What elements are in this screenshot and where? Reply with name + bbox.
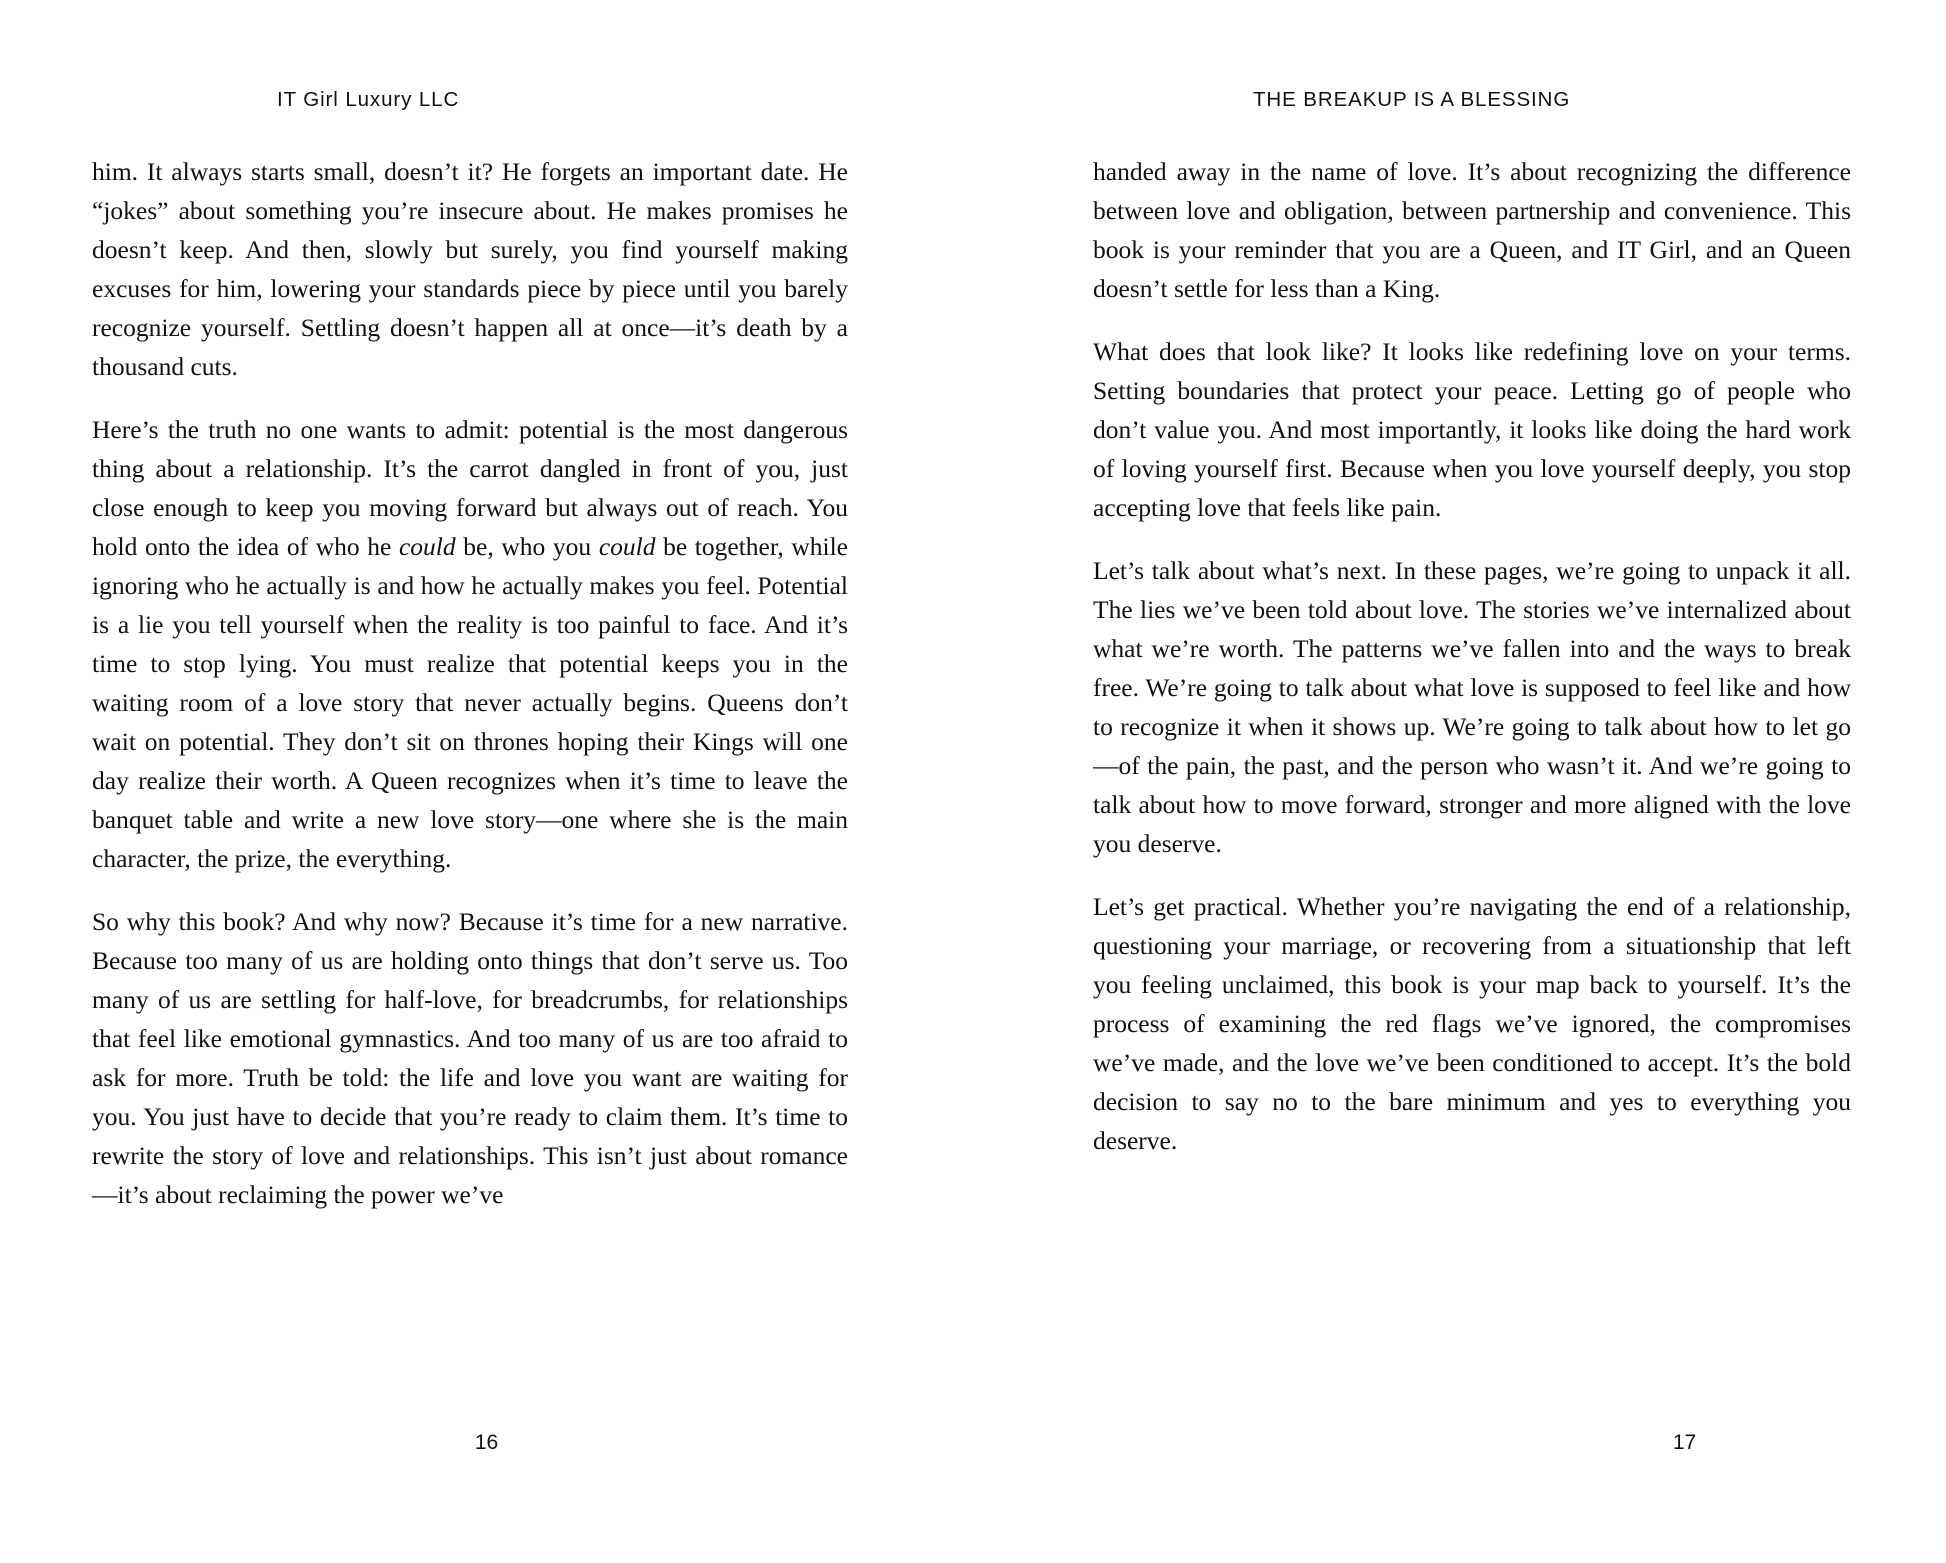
paragraph: Let’s talk about what’s next. In these pages, we’re going to unpack it all. The lies we’ve been told about love. The stories we’ve internalized about what we’re worth. The patterns we’ve fallen into and the ways to break free. We’re going to talk about what love is supposed to feel like and how to recognize it when it shows up. We’re going to talk about how to let go—of the pain, the past, and the person who wasn’t it. And we’re going to talk about how to move forward, stronger and more aligned with the love you deserve. [1093,556,1851,858]
paragraph: What does that look like? It looks like redefining love on your terms. Setting boundaries that protect your peace. Letting go of people who don’t value you. And most importantly, it looks like doing the hard work of loving yourself first. Because when you love yourself deeply, you stop accepting love that feels like pain. [1093,337,1851,522]
paragraph: So why this book? And why now? Because it’s time for a new narrative. Because too many of us are holding onto things that don’t serve us. Too many of us are settling for half-love, for breadcrumbs, for relationships that feel like emotional gymnastics. And too many of us are too afraid to ask for more. Truth be told: the life and love you want are waiting for you. You just have to decide that you’re ready to claim them. It’s time to rewrite the story of love and relationships. This isn’t just about romance—it’s about reclaiming the power we’ve [92,907,848,1209]
paragraph: Let’s get practical. Whether you’re navigating the end of a relationship, questioning your marriage, or recovering from a situationship that left you feeling unclaimed, this book is your map back to yourself. It’s the process of examining the red flags we’ve ignored, the compromises we’ve made, and the love we’ve been conditioned to accept. It’s the bold decision to say no to the bare minimum and yes to everything you deserve. [1093,892,1851,1155]
page-number-right: 17 [1672,1431,1697,1454]
emphasis-could-2: could [598,532,656,561]
left-page-body [92,152,848,1214]
paragraph: him. It always starts small, doesn’t it? He forgets an important date. He “jokes” about something you’re insecure about. He makes promises he doesn’t keep. And then, slowly but surely, you find yourself making excuses for him, lowering your standards piece by piece until you barely recognize yourself. Settling doesn’t happen all at once—it’s death by a thousand cuts. [92,157,848,381]
page-number-left: 16 [474,1431,499,1454]
running-head-right: THE BREAKUP IS A BLESSING [1253,88,1571,111]
paragraph: Here’s the truth no one wants to admit: potential is the most dangerous thing about a relationship. It’s the carrot dangled in front of you, just close enough to keep you moving forward but always out of reach. You hold onto the idea of who he could be, who you could be together, while ignoring who he actually is and how he actually makes you feel. Potential is a lie you tell yourself when the reality is too painful to face. And it’s time to stop lying. You must realize that potential keeps you in the waiting room of a love story that never actually begins. Queens don’t wait on potential. They don’t sit on thrones hoping their Kings will one day realize their worth. A Queen recognizes when it’s time to leave the banquet table and write a new love story—one where she is the main character, the prize, the everything. [92,415,849,873]
emphasis-could-1: could [398,532,456,561]
paragraph: handed away in the name of love. It’s about recognizing the difference between love and obligation, between partnership and convenience. This book is your reminder that you are a Queen, and IT Girl, and an Queen doesn’t settle for less than a King. [1093,157,1851,303]
right-page [973,0,1946,1563]
right-page-body [1093,152,1851,1160]
running-head-left: IT Girl Luxury LLC [277,88,460,111]
